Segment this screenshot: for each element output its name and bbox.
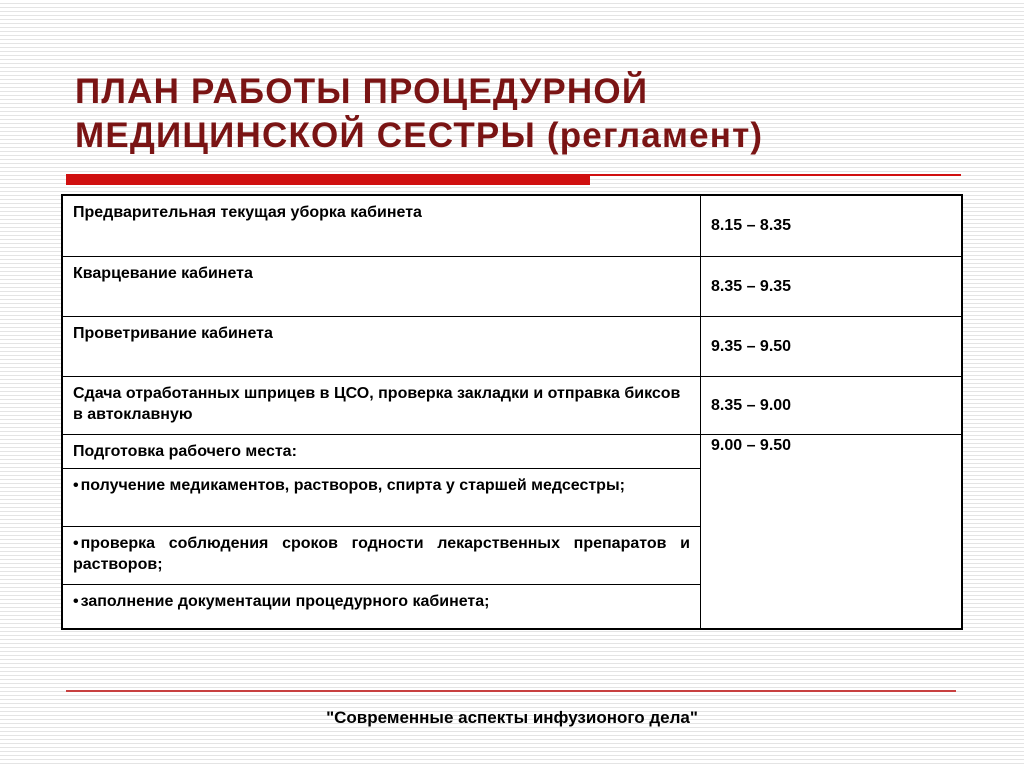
- bullet-marker: •: [73, 476, 79, 494]
- time-cell: 8.15 – 8.35: [701, 195, 963, 256]
- task-cell: Проветривание кабинета: [62, 316, 701, 376]
- footer-caption: "Современные аспекты инфузионого дела": [326, 708, 698, 727]
- slide-title-line-1: ПЛАН РАБОТЫ ПРОЦЕДУРНОЙ: [75, 72, 649, 111]
- task-cell: Кварцевание кабинета: [62, 256, 701, 316]
- schedule-table: [61, 194, 963, 630]
- table-row: [62, 376, 962, 434]
- time-cell: 8.35 – 9.00: [701, 376, 963, 434]
- preparation-item: [62, 468, 701, 526]
- preparation-item-text: проверка соблюдения сроков годности лекарственных препаратов и растворов;: [73, 534, 690, 573]
- slide-title: [75, 70, 995, 158]
- time-cell: 8.35 – 9.35: [701, 256, 963, 316]
- table-row: [62, 316, 962, 376]
- preparation-item: [62, 526, 701, 584]
- slide-title-line-2: МЕДИЦИНСКОЙ СЕСТРЫ (регламент): [75, 116, 764, 155]
- table-row: [62, 434, 962, 468]
- table-row: [62, 195, 962, 256]
- preparation-heading: Подготовка рабочего места:: [62, 434, 701, 468]
- preparation-time-cell: 9.00 – 9.50: [701, 434, 963, 629]
- bullet-marker: •: [73, 592, 79, 610]
- preparation-item: [62, 584, 701, 629]
- table-row: [62, 256, 962, 316]
- task-cell: Предварительная текущая уборка кабинета: [62, 195, 701, 256]
- task-cell: Сдача отработанных шприцев в ЦСО, проверка закладки и отправка биксов в автоклавную: [62, 376, 701, 434]
- title-accent-bar: [66, 174, 590, 185]
- preparation-item-text: заполнение документации процедурного кабинета;: [80, 592, 490, 610]
- preparation-item-text: получение медикаментов, растворов, спирта у старшей медсестры;: [80, 476, 625, 494]
- time-cell: 9.35 – 9.50: [701, 316, 963, 376]
- title-accent-rule: [590, 174, 961, 176]
- footer-divider: [66, 690, 956, 692]
- bullet-marker: •: [73, 534, 79, 552]
